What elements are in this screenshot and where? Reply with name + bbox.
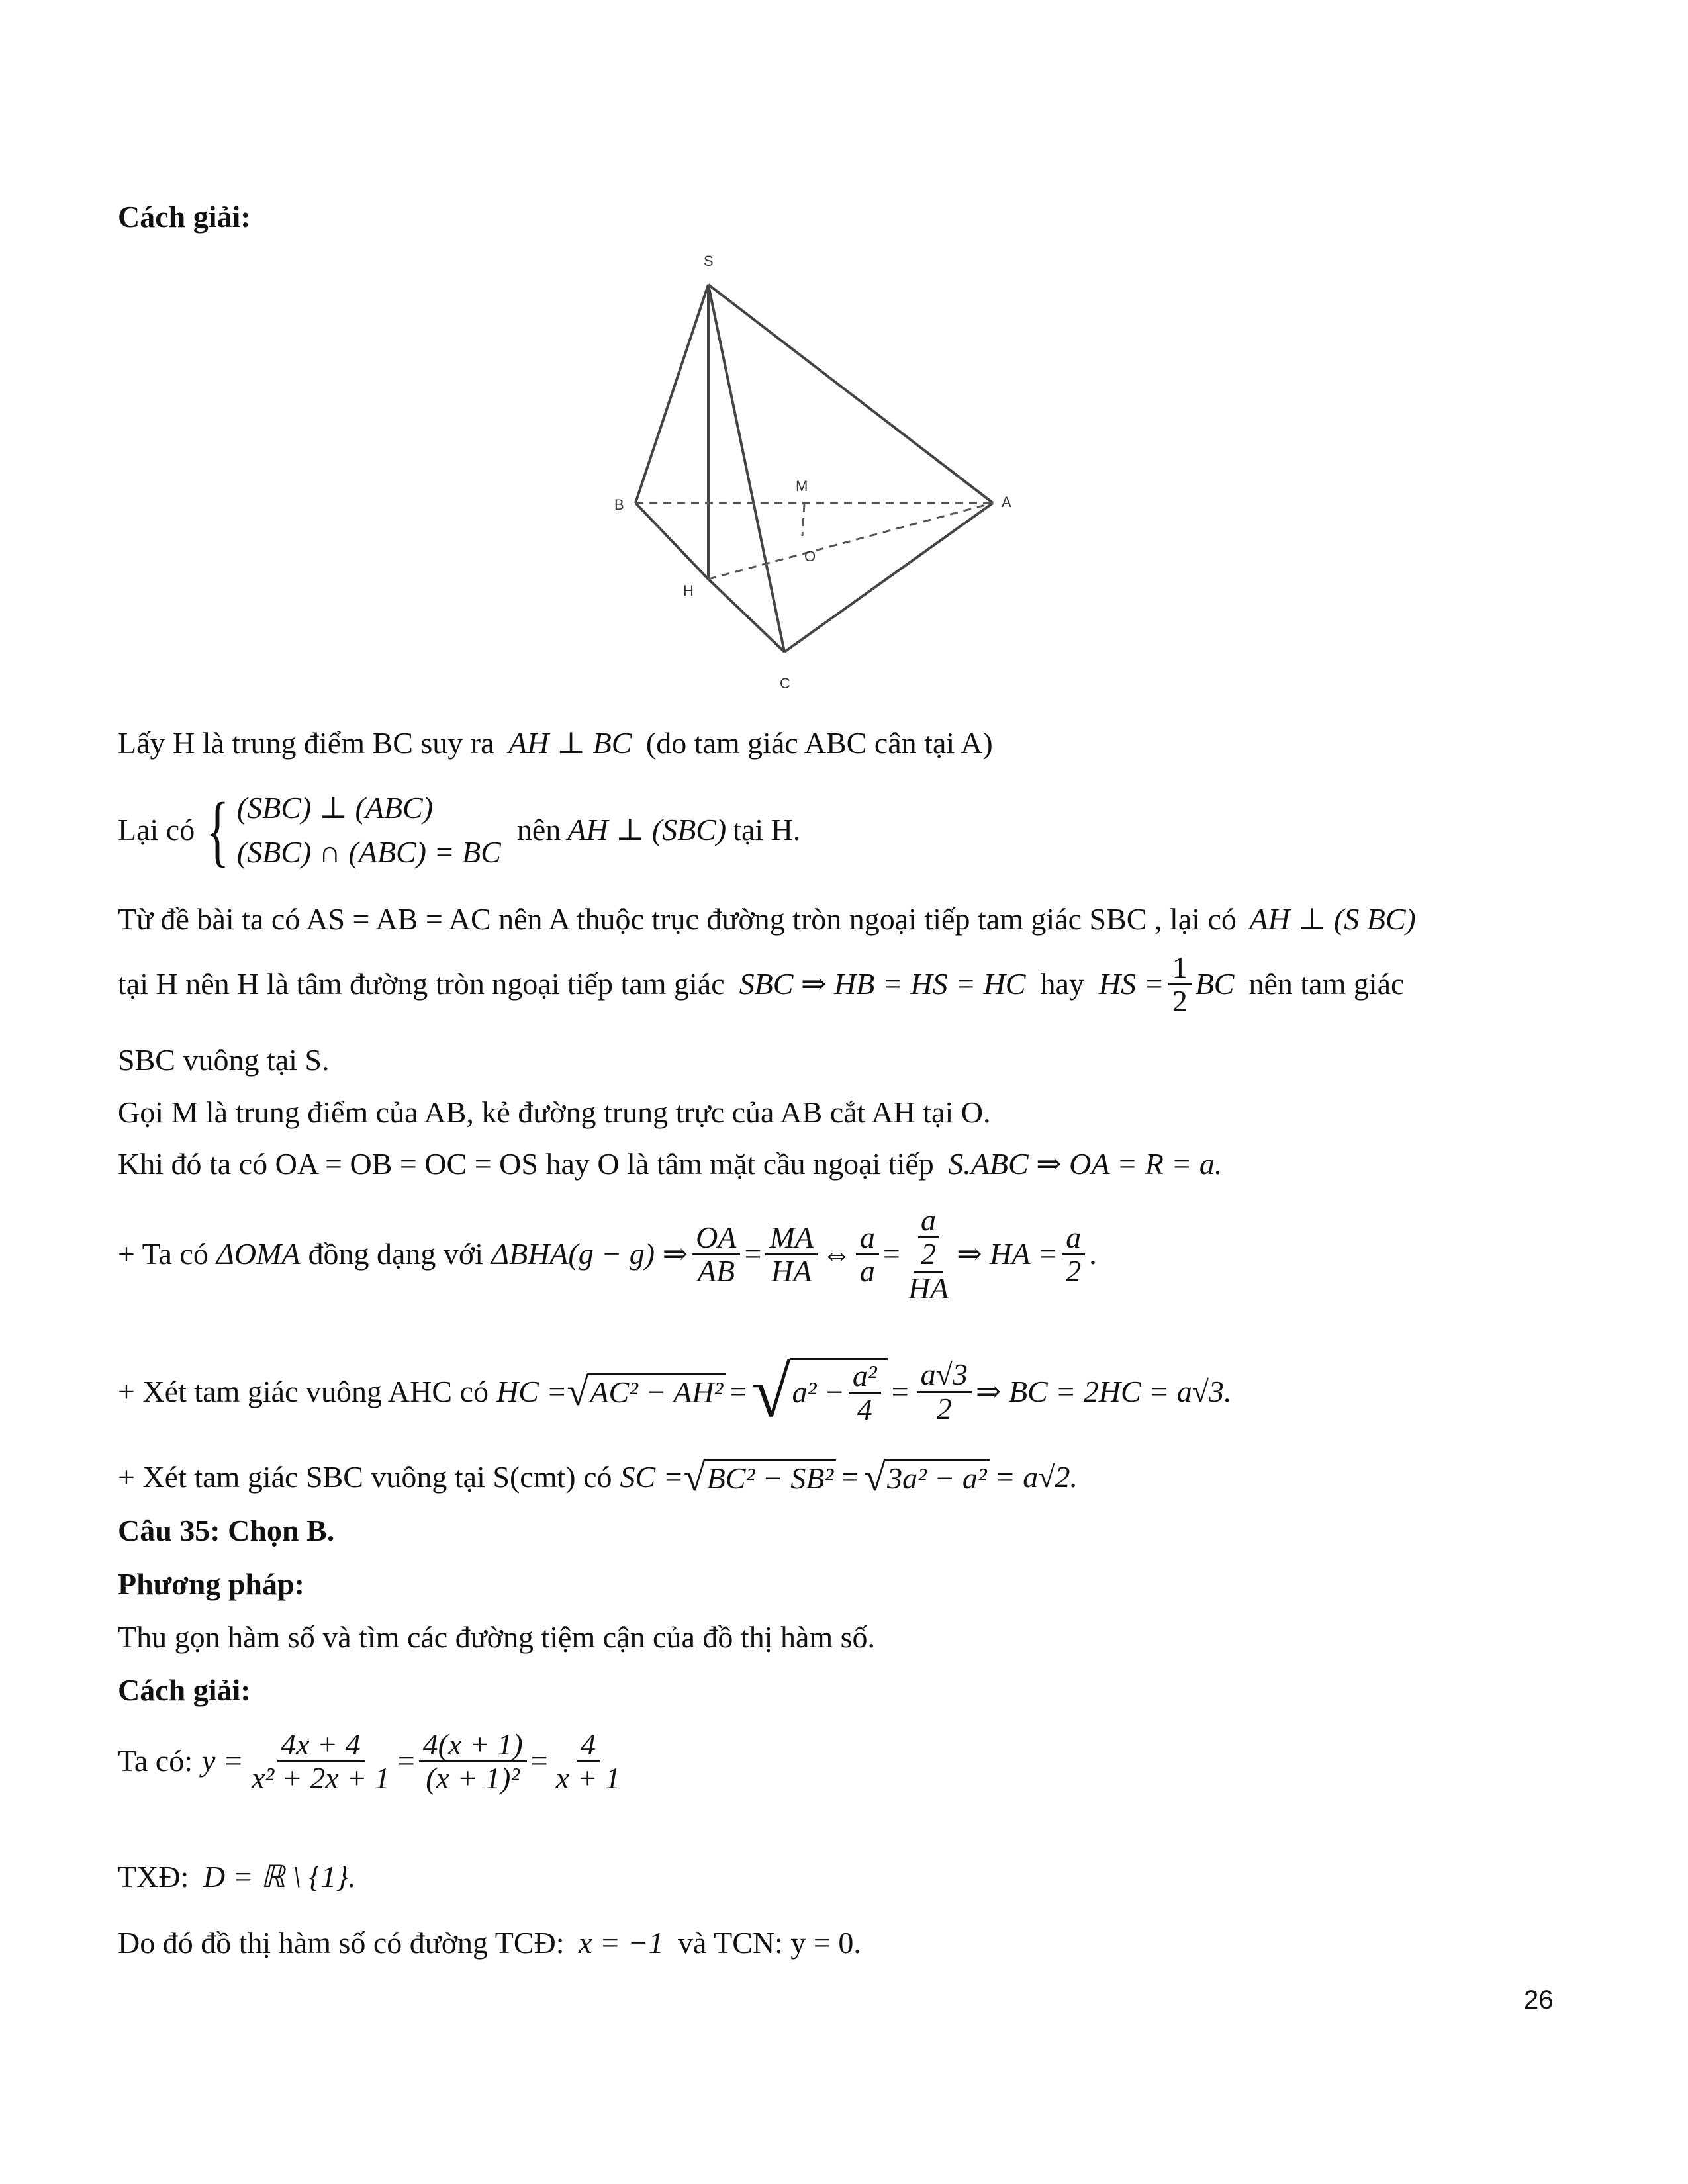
label-H: H [683,582,694,599]
edge-SC [708,285,784,652]
segment-MO-hidden [802,504,804,536]
label-S: S [704,253,714,269]
text-line-4: tại H nên H là tâm đường tròn ngoại tiếp tam giác SBC ⇒ HB = HS = HC hay HS = $\frac{1}{2}$ BC nên tam giác [118,950,1405,1019]
label-A: A [1002,494,1011,510]
text-line-function: Ta có: y = $\frac{4x + 4}{\text{x² + 2x + 1}}$ = $\frac{4(x + 1)}{\text{(x + 1)²}}$ = $\frac{4}{x + 1}$ [118,1727,621,1796]
text-line-domain: TXĐ: D = ℝ \ {1}. [118,1860,356,1893]
question-35-heading: Câu 35: Chọn B. [118,1514,335,1547]
fraction-one-half: $\frac{1}{2}$ [1168,952,1192,1018]
edge-BH [635,503,708,579]
solution-heading-2: Cách giải: [118,1673,251,1707]
label-B: B [614,496,624,513]
text-line-10: + Xét tam giác SBC vuông tại S(cmt) có SC = √ BC² − SB² = √ 3a² − a² = a√2. [118,1455,1078,1499]
method-heading: Phương pháp: [118,1567,305,1601]
edge-HC [708,579,784,652]
text-line-5: SBC vuông tại S. [118,1043,330,1077]
text-line-1: Lấy H là trung điểm BC suy ra AH ⊥ BC (do tam giác ABC cân tại A) [118,726,993,760]
text-line-6: Gọi M là trung điểm của AB, kẻ đường trung trực của AB cắt AH tại O. [118,1095,991,1129]
edge-HA-hidden [708,503,993,579]
label-O: O [804,548,816,565]
edge-CA [784,503,993,652]
text-line-3: Từ đề bài ta có AS = AB = AC nên A thuộc trục đường tròn ngoại tiếp tam giác SBC , lại có AH ⊥ (S BC) [118,902,1416,936]
text-line-2: Lại có { (SBC) ⊥ (ABC) (SBC) ∩ (ABC) = BC nên AH ⊥ (SBC) tại H. [118,786,801,874]
text-line-9: + Xét tam giác vuông AHC có HC = √ AC² − AH² = √ a² − $\frac{\text{a²}}{4}$ = $\frac{a√3}{2}$ ⇒ BC = 2HC = a√3. [118,1351,1232,1432]
text-line-asymptotes: Do đó đồ thị hàm số có đường TCĐ: x = −1 và TCN: y = 0. [118,1926,861,1960]
label-C: C [780,675,790,692]
edge-SA [708,285,993,503]
edge-SB [635,285,708,503]
text-line-8: + Ta có ΔOMA đồng dạng với ΔBHA(g − g) ⇒ $\frac{OA}{AB}$ = $\frac{MA}{HA}$ ⇔ $\frac{a}{a}$ = a 2 HA ⇒ HA = $\frac{a}{2}$ . [118,1203,1097,1305]
text-line-7: Khi đó ta có OA = OB = OC = OS hay O là tâm mặt cầu ngoại tiếp S.ABC ⇒ OA = R = a. [118,1147,1223,1181]
method-text: Thu gọn hàm số và tìm các đường tiệm cận của đồ thị hàm số. [118,1620,876,1654]
page-number: 26 [1524,1985,1554,2015]
label-M: M [796,478,808,494]
solution-heading: Cách giải: [118,200,251,234]
pyramid-figure [596,245,1013,708]
